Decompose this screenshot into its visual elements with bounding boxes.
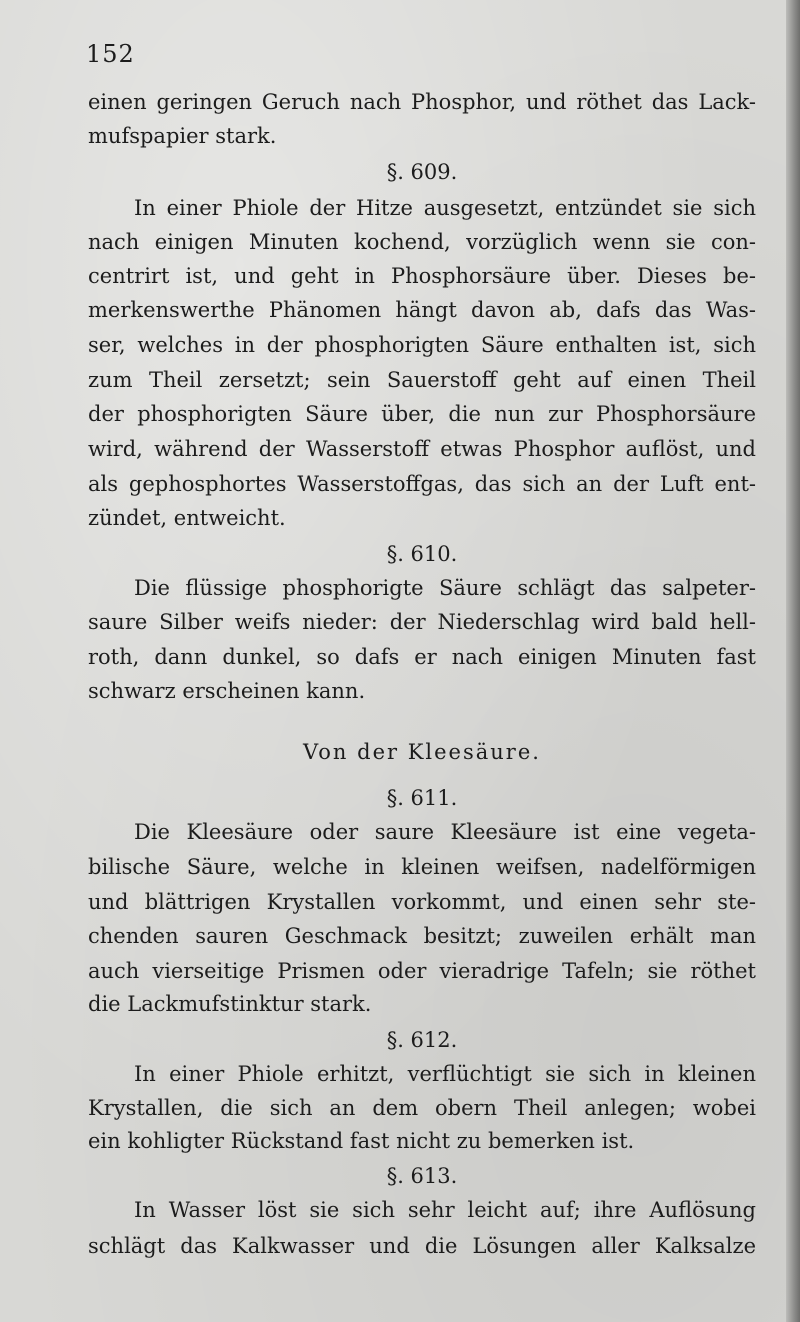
text-line: als gephosphortes Wasserstoffgas, das sich an der Luft ent- <box>88 472 756 496</box>
page-number: 152 <box>86 40 135 68</box>
text-line: schlägt das Kalkwasser und die Lösungen aller Kalksalze <box>88 1234 756 1258</box>
text-line: schwarz erscheinen kann. <box>88 679 366 703</box>
text-line: einen geringen Geruch nach Phosphor, und röthet das Lack- <box>88 90 756 114</box>
text-line: Krystallen, die sich an dem obern Theil anlegen; wobei <box>88 1096 756 1120</box>
text-line: zum Theil zersetzt; sein Sauerstoff geht auf einen Theil <box>88 368 756 392</box>
text-line: der phosphorigten Säure über, die nun zur Phosphorsäure <box>88 402 756 426</box>
text-line: saure Silber weifs nieder: der Niederschlag wird bald hell- <box>88 610 756 634</box>
section-heading: §. 613. <box>386 1164 458 1188</box>
chapter-title: Von der Kleesäure. <box>303 740 541 764</box>
text-line: In Wasser löst sie sich sehr leicht auf; ihre Auflösung <box>134 1198 756 1222</box>
text-line: mufspapier stark. <box>88 124 277 148</box>
text-line: bilische Säure, welche in kleinen weifsen, nadelförmigen <box>88 855 756 879</box>
text-line: Die Kleesäure oder saure Kleesäure ist eine vegeta- <box>134 820 756 844</box>
page-edge <box>786 0 800 1322</box>
text-line: nach einigen Minuten kochend, vorzüglich wenn sie con- <box>88 230 756 254</box>
text-line: centrirt ist, und geht in Phosphorsäure über. Dieses be- <box>88 264 756 288</box>
text-line: ein kohligter Rückstand fast nicht zu bemerken ist. <box>88 1129 635 1153</box>
text-line: In einer Phiole der Hitze ausgesetzt, entzündet sie sich <box>134 196 756 220</box>
text-line: merkenswerthe Phänomen hängt davon ab, dafs das Was- <box>88 298 756 322</box>
text-line: und blättrigen Krystallen vorkommt, und einen sehr ste- <box>88 890 756 914</box>
text-line: Die flüssige phosphorigte Säure schlägt das salpeter- <box>134 576 756 600</box>
text-line: auch vierseitige Prismen oder vieradrige Tafeln; sie röthet <box>88 959 756 983</box>
text-line: chenden sauren Geschmack besitzt; zuweilen erhält man <box>88 924 756 948</box>
text-line: ser, welches in der phosphorigten Säure enthalten ist, sich <box>88 333 756 357</box>
text-line: die Lackmufstinktur stark. <box>88 992 372 1016</box>
text-line: In einer Phiole erhitzt, verflüchtigt sie sich in kleinen <box>134 1062 756 1086</box>
text-line: zündet, entweicht. <box>88 506 286 530</box>
section-heading: §. 609. <box>386 160 458 184</box>
text-line: wird, während der Wasserstoff etwas Phosphor auflöst, und <box>88 437 756 461</box>
text-line: roth, dann dunkel, so dafs er nach einigen Minuten fast <box>88 645 756 669</box>
section-heading: §. 610. <box>386 542 458 566</box>
section-heading: §. 612. <box>386 1028 458 1052</box>
section-heading: §. 611. <box>386 786 458 810</box>
